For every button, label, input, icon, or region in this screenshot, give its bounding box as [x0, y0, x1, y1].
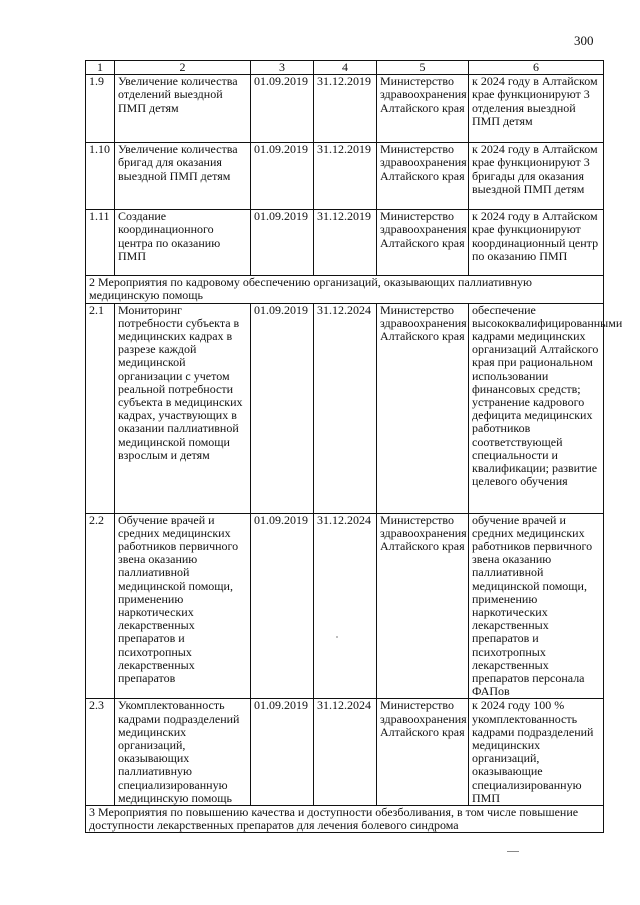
header-cell: 1	[86, 61, 115, 75]
row-number: 2.3	[86, 699, 115, 806]
section-heading-2: 2 Мероприятия по кадровому обеспечению организаций, оказывающих паллиативную медицинскую помощь	[86, 276, 604, 303]
end-date: 31.12.2024	[314, 699, 377, 806]
responsible-cell: Министерство здравоохранения Алтайского края	[377, 143, 469, 210]
activity-cell: Мониторинг потребности субъекта в медицинских кадрах в разрезе каждой медицинской организации с учетом реальной потребности субъекта в медицинских кадрах, участвующих в оказании паллиативной медицинской помощи взрослым и детям	[115, 303, 251, 513]
section-heading-row	[86, 806, 604, 833]
responsible-cell: Министерство здравоохранения Алтайского края	[377, 513, 469, 699]
result-cell: обеспечение высококвалифицированными кадрами медицинских организаций Алтайского края при рациональном использовании финансовых средств; устранение кадрового дефицита медицинских работников соответствующей специальности и квалификации; развитие целевого обучения	[469, 303, 604, 513]
start-date: 01.09.2019	[251, 210, 314, 276]
result-cell: к 2024 году в Алтайском крае функционируют 3 отделения выездной ПМП детям	[469, 75, 604, 143]
end-date: 31.12.2024	[314, 513, 377, 699]
start-date: 01.09.2019	[251, 513, 314, 699]
row-number: 2.2	[86, 513, 115, 699]
table-row	[86, 75, 604, 143]
header-row	[86, 61, 604, 75]
header-cell: 4	[314, 61, 377, 75]
header-cell: 6	[469, 61, 604, 75]
table-row	[86, 699, 604, 806]
result-cell: обучение врачей и средних медицинских работников первичного звена оказанию паллиативной медицинской помощи, применению наркотических лекарственных препаратов и психотропных лекарственных препаратов персонала ФАПов	[469, 513, 604, 699]
section-heading-3: 3 Мероприятия по повышению качества и доступности обезболивания, в том числе повышение доступности лекарственных препаратов для лечения болевого синдрома	[86, 806, 604, 833]
header-cell: 2	[115, 61, 251, 75]
responsible-cell: Министерство здравоохранения Алтайского края	[377, 699, 469, 806]
table-row	[86, 210, 604, 276]
section-heading-row	[86, 276, 604, 303]
row-number: 1.9	[86, 75, 115, 143]
activity-cell: Создание координационного центра по оказанию ПМП	[115, 210, 251, 276]
start-date: 01.09.2019	[251, 303, 314, 513]
table-row	[86, 303, 604, 513]
end-date: 31.12.2019	[314, 75, 377, 143]
start-date: 01.09.2019	[251, 699, 314, 806]
table-row	[86, 143, 604, 210]
header-cell: 3	[251, 61, 314, 75]
header-cell: 5	[377, 61, 469, 75]
row-number: 1.11	[86, 210, 115, 276]
start-date: 01.09.2019	[251, 143, 314, 210]
scan-speck	[336, 636, 338, 638]
row-number: 2.1	[86, 303, 115, 513]
end-date: 31.12.2019	[314, 143, 377, 210]
table-row	[86, 513, 604, 699]
start-date: 01.09.2019	[251, 75, 314, 143]
responsible-cell: Министерство здравоохранения Алтайского края	[377, 303, 469, 513]
activities-table	[85, 60, 623, 833]
result-cell: к 2024 году в Алтайском крае функционируют координационный центр по оказанию ПМП	[469, 210, 604, 276]
responsible-cell: Министерство здравоохранения Алтайского края	[377, 210, 469, 276]
responsible-cell: Министерство здравоохранения Алтайского края	[377, 75, 469, 143]
result-cell: к 2024 году в Алтайском крае функционируют 3 бригады для оказания выездной ПМП детям	[469, 143, 604, 210]
end-date: 31.12.2024	[314, 303, 377, 513]
activity-cell: Обучение врачей и средних медицинских работников первичного звена оказанию паллиативной медицинской помощи, применению наркотических лекарственных препаратов и психотропных лекарственных препаратов	[115, 513, 251, 699]
row-number: 1.10	[86, 143, 115, 210]
activity-cell: Укомплектованность кадрами подразделений медицинских организаций, оказывающих паллиативную специализированную медицинскую помощь	[115, 699, 251, 806]
end-date: 31.12.2019	[314, 210, 377, 276]
result-cell: к 2024 году 100 % укомплектованность кадрами подразделений медицинских организаций, оказывающие специализированную ПМП	[469, 699, 604, 806]
page-number: 300	[574, 33, 594, 48]
activity-cell: Увеличение количества отделений выездной ПМП детям	[115, 75, 251, 143]
scan-dash-mark	[507, 851, 519, 852]
activity-cell: Увеличение количества бригад для оказания выездной ПМП детям	[115, 143, 251, 210]
